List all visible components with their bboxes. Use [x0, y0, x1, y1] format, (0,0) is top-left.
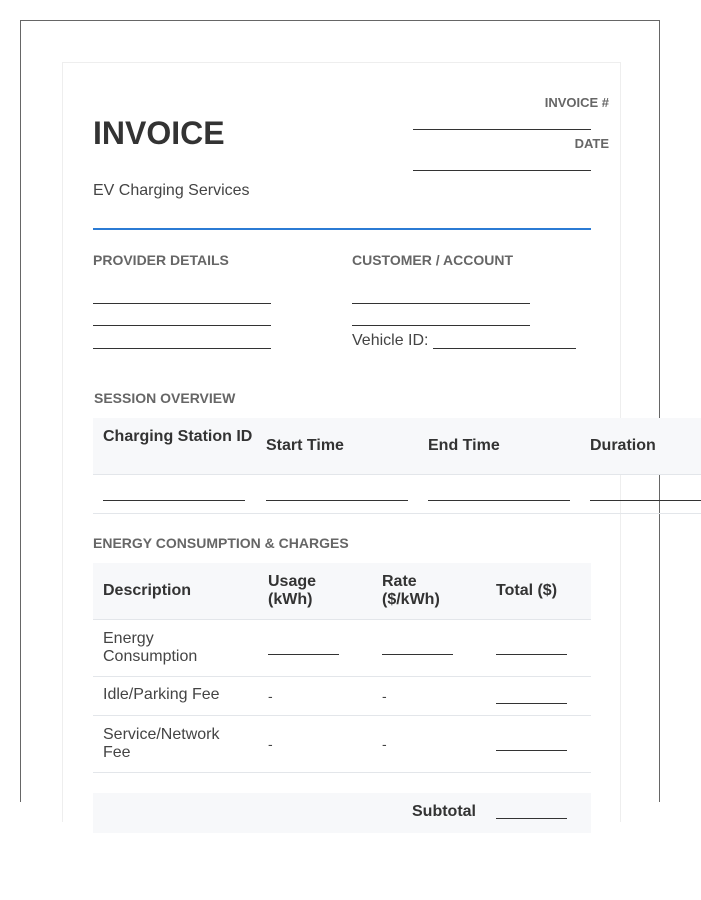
vehicle-id-field[interactable]	[433, 348, 576, 349]
session-row	[93, 474, 701, 514]
total-field[interactable]	[496, 750, 567, 751]
end-time-field[interactable]	[428, 500, 570, 501]
invoice-title: INVOICE	[93, 115, 225, 151]
col-duration: Duration	[590, 437, 656, 454]
invoice-number-field[interactable]	[413, 129, 591, 130]
table-row	[93, 620, 591, 677]
col-start-time: Start Time	[266, 437, 344, 454]
col-usage: Usage (kWh)	[268, 573, 317, 608]
col-total: Total ($)	[496, 582, 558, 599]
usage-field[interactable]	[268, 654, 339, 655]
subtotal-field[interactable]	[496, 818, 567, 819]
header-divider	[93, 228, 591, 230]
total-field[interactable]	[496, 703, 567, 704]
provider-line-2[interactable]	[93, 325, 271, 326]
col-end-time: End Time	[428, 437, 500, 454]
provider-details-label: PROVIDER DETAILS	[93, 252, 229, 268]
station-id-field[interactable]	[103, 500, 245, 501]
col-rate: Rate ($/kWh)	[382, 573, 440, 608]
row-description: Energy Consumption	[103, 630, 198, 665]
provider-line-1[interactable]	[93, 303, 271, 304]
row-description: Service/Network Fee	[103, 726, 220, 761]
invoice-number-label: INVOICE #	[544, 95, 609, 110]
row-description: Idle/Parking Fee	[103, 686, 220, 703]
session-table-header	[93, 418, 701, 475]
energy-charges-label: ENERGY CONSUMPTION & CHARGES	[93, 535, 349, 551]
col-description: Description	[103, 582, 192, 599]
customer-line-1[interactable]	[352, 303, 530, 304]
usage-value: -	[268, 736, 273, 752]
total-field[interactable]	[496, 654, 567, 655]
col-charging-station-id: Charging Station ID	[103, 428, 253, 445]
usage-value: -	[268, 688, 273, 704]
provider-line-3[interactable]	[93, 348, 271, 349]
page-frame	[20, 20, 660, 820]
start-time-field[interactable]	[266, 500, 408, 501]
energy-table-header	[93, 563, 591, 620]
customer-account-label: CUSTOMER / ACCOUNT	[352, 252, 513, 268]
rate-value: -	[382, 688, 387, 704]
table-row	[93, 677, 591, 716]
invoice-subtitle: EV Charging Services	[93, 182, 250, 199]
vehicle-id-label: Vehicle ID:	[352, 332, 429, 349]
session-overview-label: SESSION OVERVIEW	[94, 390, 236, 406]
date-label: DATE	[574, 136, 609, 151]
table-row	[93, 716, 591, 773]
rate-field[interactable]	[382, 654, 453, 655]
rate-value: -	[382, 736, 387, 752]
customer-line-2[interactable]	[352, 325, 530, 326]
subtotal-row	[93, 793, 591, 833]
date-field[interactable]	[413, 170, 591, 171]
duration-field[interactable]	[590, 500, 701, 501]
subtotal-label: Subtotal	[412, 803, 476, 820]
